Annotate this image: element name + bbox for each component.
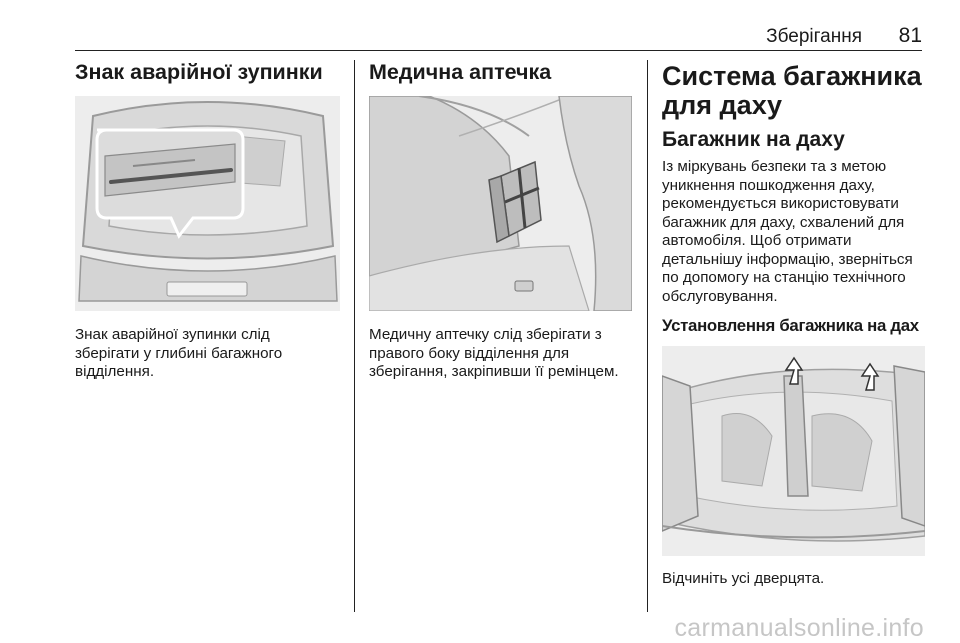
section-heading-roof-rack-line1: Система багажника bbox=[662, 61, 922, 91]
figure-warning-triangle bbox=[75, 96, 340, 311]
body-line: детальнішу інформацію, зверніться bbox=[662, 250, 913, 268]
header-rule bbox=[75, 50, 922, 51]
body-line: багажник для даху, схвалений для bbox=[662, 213, 905, 231]
column-divider-right bbox=[647, 60, 648, 612]
caption-line: Медичну аптечку слід зберігати з bbox=[369, 326, 602, 343]
section-heading-warning-triangle: Знак аварійної зупинки bbox=[75, 60, 323, 84]
body-line: обслуговування. bbox=[662, 287, 778, 305]
caption-warning-triangle bbox=[75, 326, 345, 382]
caption-line: Знак аварійної зупинки слід bbox=[75, 326, 270, 343]
section-heading-first-aid: Медична аптечка bbox=[369, 60, 552, 84]
page-number: 81 bbox=[898, 24, 922, 47]
subsubheading-install-roof-rack: Установлення багажника на дах bbox=[662, 316, 919, 335]
body-line: автомобіля. Щоб отримати bbox=[662, 232, 852, 249]
running-header-title: Зберігання bbox=[766, 26, 862, 47]
body-line: уникнення пошкодження даху, bbox=[662, 176, 875, 194]
body-line: рекомендується використовувати bbox=[662, 195, 899, 212]
column-divider-left bbox=[354, 60, 355, 612]
caption-first-aid bbox=[369, 326, 644, 382]
body-line: по допомогу на станцію технічного bbox=[662, 269, 906, 286]
caption-line: Відчиніть усі дверцята. bbox=[662, 570, 825, 587]
subheading-roof-rack: Багажник на даху bbox=[662, 128, 845, 151]
caption-line: правого боку відділення для bbox=[369, 344, 570, 362]
column-warning-triangle bbox=[75, 60, 345, 85]
column-roof-rack bbox=[662, 62, 927, 336]
figure-first-aid-kit bbox=[369, 96, 632, 311]
section-heading-roof-rack-line2: для даху bbox=[662, 90, 783, 120]
watermark-text: carmanualsonline.info bbox=[674, 614, 924, 642]
caption-line: зберігати у глибині багажного bbox=[75, 344, 283, 362]
caption-line: зберігання, закріпивши її ремінцем. bbox=[369, 363, 619, 380]
body-line: Із міркувань безпеки та з метою bbox=[662, 158, 887, 175]
caption-open-doors bbox=[662, 570, 927, 589]
figure-open-doors bbox=[662, 346, 925, 556]
column-first-aid bbox=[369, 60, 639, 85]
caption-line: відділення. bbox=[75, 363, 155, 380]
